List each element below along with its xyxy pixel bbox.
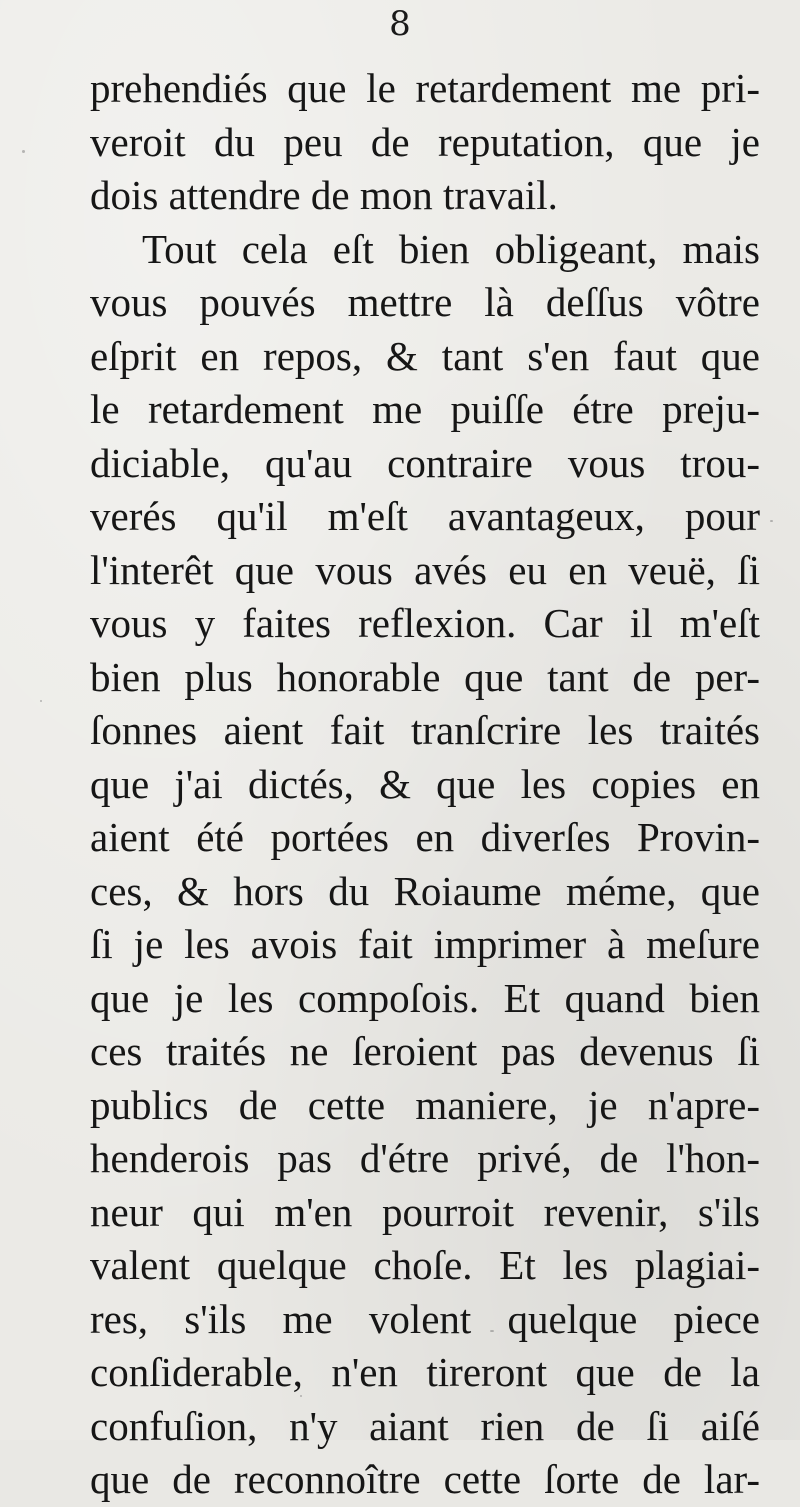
text-line: veroit du peu de reputation, que je — [90, 118, 760, 165]
text-line: le retardement me puiſſe étre preju- — [90, 386, 760, 432]
text-line: vous y faites reflexion. Car il m'eſt — [90, 600, 760, 646]
text-line: confuſion, n'y aiant rien de ſi aiſé — [90, 1402, 760, 1449]
text-line: bien plus honorable que tant de per- — [90, 653, 760, 700]
text-line: valent quelque choſe. Et les plagiai- — [90, 1242, 760, 1288]
text-line: vous pouvés mettre là deſſus vôtre — [90, 279, 760, 325]
text-line: dois attendre de mon travail. — [90, 172, 558, 218]
text-line: eſprit en repos, & tant s'en faut que — [90, 332, 760, 379]
page-number: 8 — [389, 4, 411, 44]
paper-speck — [40, 700, 42, 702]
text-line: conſiderable, n'en tireront que de la — [90, 1349, 760, 1395]
text-line: res, s'ils me volent quelque piece — [90, 1295, 760, 1342]
text-line: publics de cette maniere, je n'apre- — [90, 1081, 760, 1128]
paper-speck — [770, 520, 773, 522]
text-line: ces traités ne ſeroient pas devenus ſi — [90, 1028, 760, 1074]
text-line: aient été portées en diverſes Provin- — [90, 814, 760, 860]
paragraph-first-line: Tout cela eſt bien obligeant, mais — [142, 225, 760, 272]
paper-speck — [300, 1395, 302, 1397]
text-line: verés qu'il m'eſt avantageux, pour — [90, 493, 760, 539]
text-line: ces, & hors du Roiaume méme, que — [90, 867, 760, 914]
text-line: ſi je les avois fait imprimer à meſure — [90, 921, 760, 967]
text-line: diciable, qu'au contraire vous trou- — [90, 439, 760, 486]
text-line: que j'ai dictés, & que les copies en — [90, 760, 760, 807]
text-line: ſonnes aient fait tranſcrire les traités — [90, 707, 760, 753]
text-line: que de reconnoître cette ſorte de lar- — [90, 1456, 760, 1502]
body-text — [90, 62, 760, 1507]
text-line: l'interêt que vous avés eu en veuë, ſi — [90, 546, 760, 593]
paper-speck — [490, 1330, 494, 1332]
text-line: que je les compoſois. Et quand bien — [90, 974, 760, 1021]
text-line: neur qui m'en pourroit revenir, s'ils — [90, 1188, 760, 1235]
text-line: henderois pas d'étre privé, de l'hon- — [90, 1135, 760, 1181]
paper-speck — [22, 150, 25, 153]
text-line: prehendiés que le retardement me pri- — [90, 65, 760, 111]
